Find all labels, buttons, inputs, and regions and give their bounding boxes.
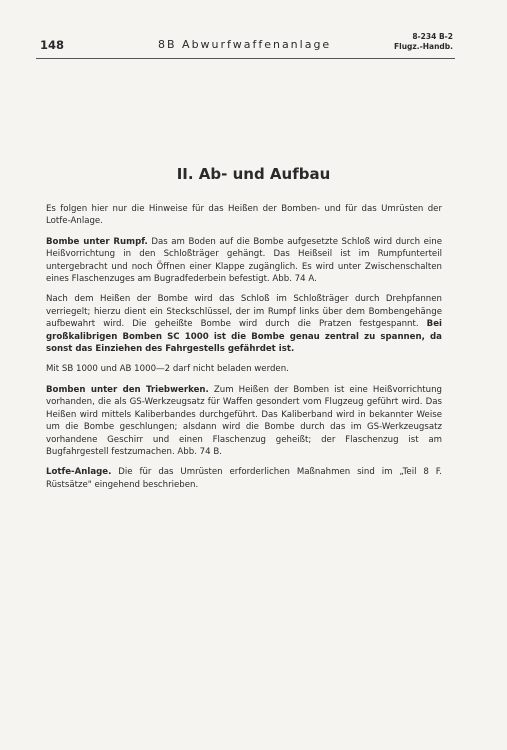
manual-name: Flugz.-Handb.: [394, 42, 453, 51]
paragraph-lotfe-anlage: [46, 466, 442, 491]
document-code: 8-234 B-2: [412, 32, 453, 41]
paragraph-text: Die für das Umrüsten erforderlichen Maßnahmen sind im „Teil 8 F. Rüstsätze" eingehend beschrieben.: [46, 467, 442, 490]
paragraph-beladung: [46, 363, 442, 375]
paragraph-emphasis: Bei großkalibrigen Bomben SC 1000 ist die Bombe genau zentral zu spannen, da sonst das Einziehen des Fahrgestells gefährdet ist.: [46, 319, 442, 355]
paragraph-lead: Bomben unter den Triebwerken.: [46, 384, 209, 395]
paragraph-text: Mit SB 1000 und AB 1000—2 darf nicht beladen werden.: [46, 364, 289, 375]
paragraph-text: Es folgen hier nur die Hinweise für das Heißen der Bomben- und für das Umrüsten der Lotfe-Anlage.: [46, 204, 442, 227]
header-divider: [36, 58, 455, 59]
paragraph-text: Zum Heißen der Bomben ist eine Heißvorrichtung vorhanden, die als GS-Werkzeugsatz für Waffen gesondert vom Flugzeug geführt wird. Das Heißen wird mittels Kaliberbandes durchgeführt. Das Kaliberband wird in bekannter Weise um die Bombe geschlungen; alsdann wird die Bombe durch das im GS-Werkzeugsatz vorhandene Geschirr und einen Flaschenzug geheißt; der Flaschenzug ist am Bugfahrgestell festzumachen. Abb. 74 B.: [46, 384, 442, 457]
paragraph-text: Das am Boden auf die Bombe aufgesetzte Schloß wird durch eine Heißvorrichtung in den Schloßträger gehängt. Das Heißseil ist im Rumpfunterteil untergebracht und noch Öffnen einer Klappe zugänglich. Es wird unter Zwischenschalten eines Flaschenzuges am Bugradfederbein befestigt. Abb. 74 A.: [46, 236, 442, 285]
body-text: [46, 203, 442, 499]
paragraph-text: Nach dem Heißen der Bombe wird das Schloß im Schloßträger durch Drehpfannen verriegelt; hierzu dient ein Steckschlüssel, der im Rumpf links über dem Bombengehänge aufbewahrt wird. Die geheißte Bombe wird durch die Pratzen festgespannt.: [46, 294, 442, 330]
paragraph-bombe-unter-rumpf: [46, 236, 442, 286]
page-number: 148: [40, 38, 65, 52]
paragraph-intro: [46, 203, 442, 228]
paragraph-lead: Lotfe-Anlage.: [46, 467, 112, 478]
document-code-block: [394, 32, 453, 52]
paragraph-lead: Bombe unter Rumpf.: [46, 236, 148, 247]
paragraph-verriegelung: [46, 293, 442, 355]
paragraph-bomben-unter-triebwerken: [46, 384, 442, 458]
running-title: 8B Abwurfwaffenanlage: [158, 38, 332, 51]
section-title: II. Ab- und Aufbau: [176, 165, 331, 183]
